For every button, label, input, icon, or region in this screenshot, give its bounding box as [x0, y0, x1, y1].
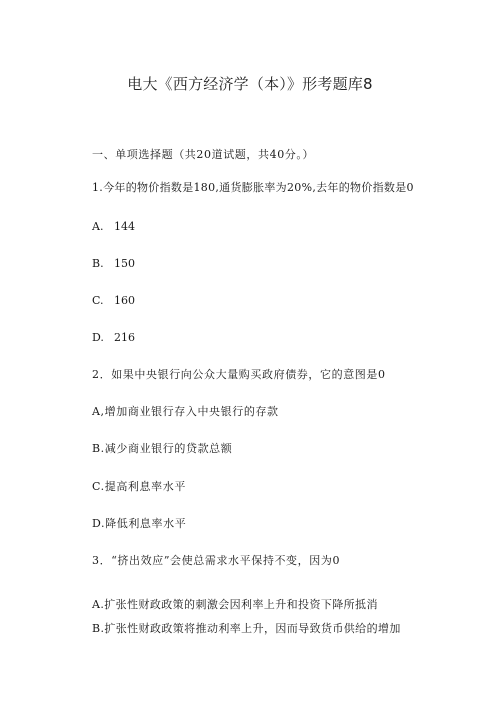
- question-2-option-c: C.提高利息率水平: [92, 480, 186, 493]
- question-1-stem: 1.今年的物价指数是180,通货膨胀率为20%,去年的物价指数是0: [92, 181, 414, 194]
- question-2-stem: 2．如果中央银行向公众大量购买政府债券，它的意图是0: [92, 368, 386, 381]
- question-1-option-b: [92, 257, 135, 271]
- question-2-option-b: B.减少商业银行的贷款总额: [92, 442, 233, 455]
- section-heading: 一、单项选择题（共20道试题，共40分。）: [92, 148, 315, 161]
- option-text: 160: [114, 294, 135, 307]
- question-3-option-a: A.扩张性财政政策的刺激会因利率上升和投资下降所抵消: [92, 598, 378, 611]
- option-text: 150: [114, 257, 135, 270]
- option-letter: A.: [92, 220, 104, 233]
- question-3-option-b: B.扩张性财政政策将推动利率上升，因而导致货币供给的增加: [92, 622, 401, 635]
- question-1-option-a: [92, 220, 135, 234]
- question-3-stem: 3．“挤出效应”会使总需求水平保持不变，因为0: [92, 554, 341, 567]
- option-text: 144: [114, 220, 135, 233]
- page-title: 电大《西方经济学（本）》形考题库8: [127, 75, 373, 93]
- option-letter: B.: [92, 257, 104, 270]
- question-2-option-a: A,增加商业银行存入中央银行的存款: [92, 405, 279, 418]
- option-letter: D.: [92, 331, 104, 344]
- question-1-option-c: [92, 294, 135, 308]
- question-2-option-d: D.降低利息率水平: [92, 517, 187, 530]
- option-letter: C.: [92, 294, 104, 307]
- option-text: 216: [114, 331, 135, 344]
- question-1-option-d: [92, 331, 135, 345]
